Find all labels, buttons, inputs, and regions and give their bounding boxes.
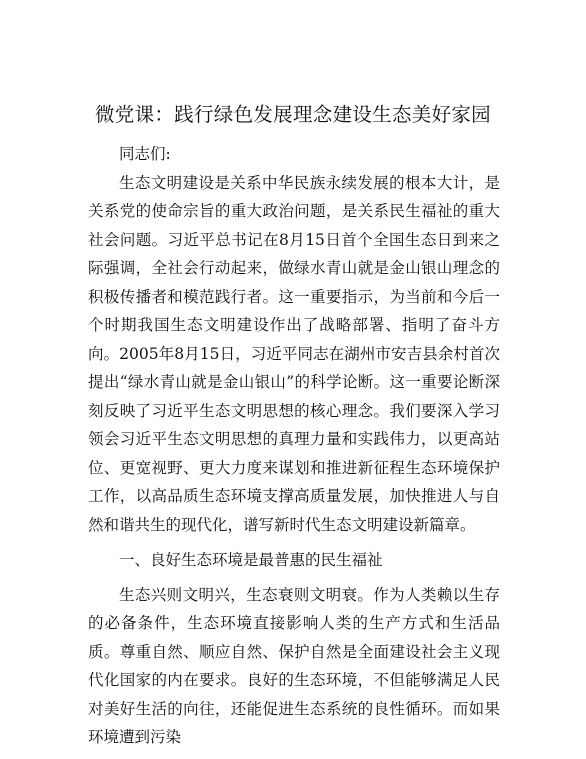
- section-paragraph: 生态兴则文明兴，生态衰则文明衰。作为人类赖以生存的必备条件，生态环境直接影响人类的生产方式和生活品质。尊重自然、顺应自然、保护自然是全面建设社会主义现代化国家的内在要求。良好的生态环境，不但能够满足人民对美好生活的向往，还能促进生态系统的良性循环。而如果环境遭到污染: [88, 585, 500, 746]
- section-heading: 一、良好生态环境是最普惠的民生福祉: [119, 551, 383, 569]
- document-title: 微党课：践行绿色发展理念建设生态美好家园: [94, 103, 491, 126]
- document-body: [88, 140, 500, 752]
- salutation: 同志们:: [119, 145, 171, 163]
- body-paragraph: 生态文明建设是关系中华民族永续发展的根本大计，是关系党的使命宗旨的重大政治问题，是关系民生福祉的重大社会问题。习近平总书记在8月15日首个全国生态日到来之际强调，全社会行动起来，做绿水青山就是金山银山理念的积极传播者和模范践行者。这一重要指示，为当前和今后一个时期我国生态文明建设作出了战略部署、指明了奋斗方向。2005年8月15日，习近平同志在湖州市安吉县余村首次提出“绿水青山就是金山银山”的科学论断。这一重要论断深刻反映了习近平生态文明思想的核心理念。我们要深入学习领会习近平生态文明思想的真理力量和实践伟力，以更高站位、更宽视野、更大力度来谋划和推进新征程生态环境保护工作，以高品质生态环境支撑高质量发展，加快推进人与自然和谐共生的现代化，谱写新时代生态文明建设新篇章。: [88, 173, 500, 534]
